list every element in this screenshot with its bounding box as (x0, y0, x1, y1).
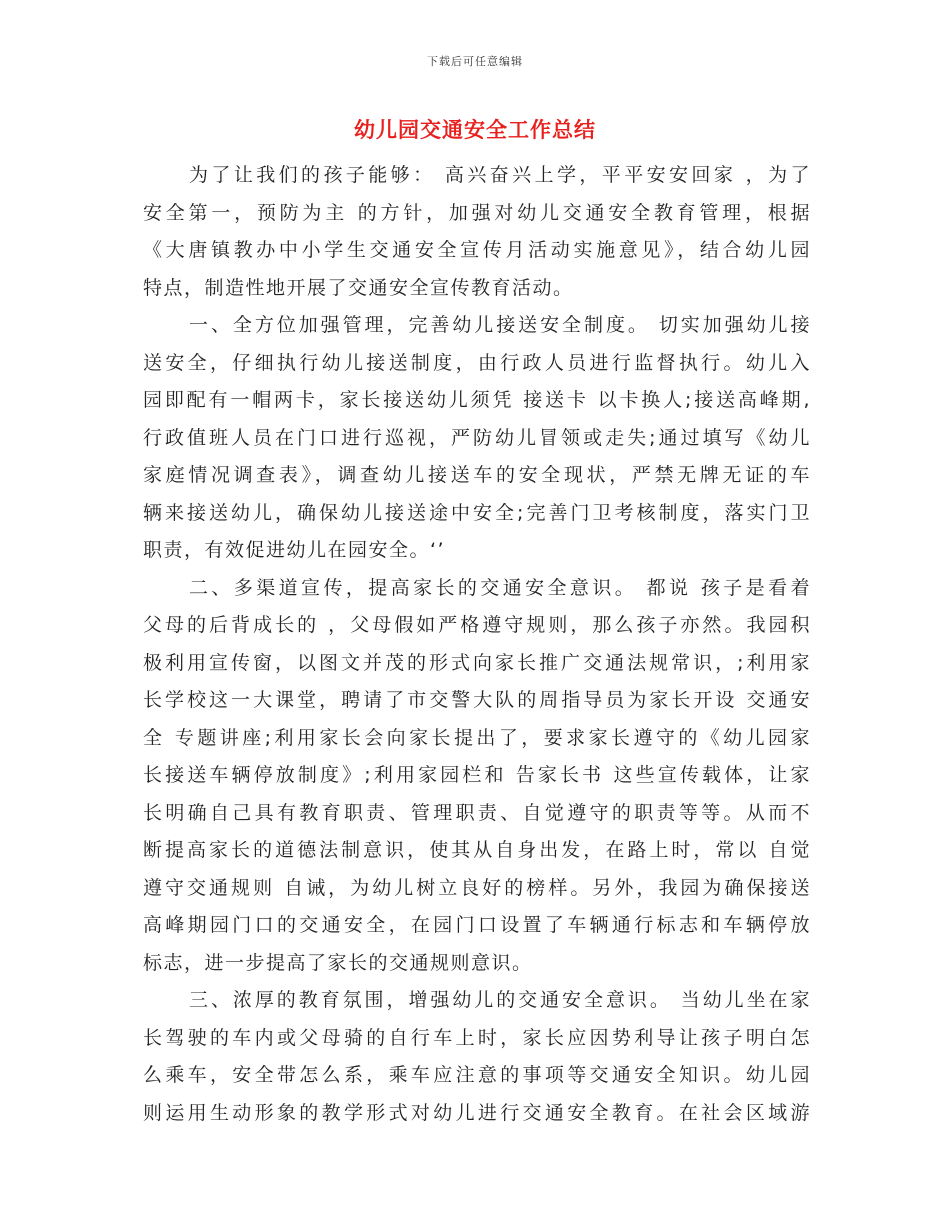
text-line: 特点，制造性地开展了交通安全宣传教育活动。 (143, 276, 574, 299)
text-line: 父母的后背成长的 ，父母假如严格遵守规则，那么孩子亦然。我园积 (143, 614, 811, 636)
text-line: 职责，有效促进幼儿在园安全。‘’ (143, 539, 446, 561)
text-line: 高峰期园门口的交通安全，在园门口设置了车辆通行标志和车辆停放 (143, 914, 811, 936)
text-line: 送安全，仔细执行幼儿接送制度，由行政人员进行监督执行。幼儿入 (143, 351, 811, 374)
text-line: 全 专题讲座;利用家长会向家长提出了，要求家长遵守的《幼儿园家 (143, 726, 811, 749)
text-line: 遵守交通规则 自诫，为幼儿树立良好的榜样。另外，我园为确保接送 (143, 876, 811, 899)
text-line: 三、浓厚的教育氛围，增强幼儿的交通安全意识。 当幼儿坐在家 (189, 989, 811, 1011)
text-line: 二、多渠道宣传，提高家长的交通安全意识。 都说 孩子是看着 (189, 576, 811, 599)
text-line: 长驾驶的车内或父母骑的自行车上时，家长应因势利导让孩子明白怎 (143, 1026, 811, 1049)
text-line: 则运用生动形象的教学形式对幼儿进行交通安全教育。在社会区域游 (143, 1101, 811, 1124)
text-line: 标志，进一步提高了家长的交通规则意识。 (143, 951, 533, 974)
text-line: 断提高家长的道德法制意识，使其从自身出发，在路上时，常以 自觉 (143, 839, 811, 861)
text-line: 为了让我们的孩子能够： 高兴奋兴上学，平平安安回家 ，为了 (189, 164, 811, 186)
text-line: 《大唐镇教办中小学生交通安全宣传月活动实施意见》，结合幼儿园 (143, 239, 811, 261)
text-line: 园即配有一帽两卡，家长接送幼儿须凭 接送卡 以卡换人;接送高峰期, (143, 389, 811, 411)
text-line: 一、全方位加强管理，完善幼儿接送安全制度。 切实加强幼儿接 (189, 314, 811, 336)
text-line: 安全第一，预防为主 的方针，加强对幼儿交通安全教育管理，根据 (143, 201, 811, 224)
text-line: 行政值班人员在门口进行巡视，严防幼儿冒领或走失;通过填写《幼儿 (143, 426, 811, 449)
text-line: 家庭情况调查表》，调查幼儿接送车的安全现状，严禁无牌无证的车 (143, 464, 811, 486)
body-text (143, 157, 811, 1132)
text-line: 长学校这一大课堂，聘请了市交警大队的周指导员为家长开设 交通安 (143, 689, 811, 711)
document-title: 幼儿园交通安全工作总结 (354, 118, 596, 142)
text-line: 长接送车辆停放制度》;利用家园栏和 告家长书 这些宣传载体，让家 (143, 764, 811, 786)
header-note: 下载后可任意编辑 (427, 55, 523, 68)
text-line: 么乘车，安全带怎么系，乘车应注意的事项等交通安全知识。幼儿园 (143, 1064, 811, 1086)
text-line: 长明确自己具有教育职责、管理职责、自觉遵守的职责等等。从而不 (143, 801, 811, 824)
text-line: 辆来接送幼儿，确保幼儿接送途中安全;完善门卫考核制度，落实门卫 (143, 501, 811, 524)
text-line: 极利用宣传窗，以图文并茂的形式向家长推广交通法规常识，;利用家 (143, 651, 811, 674)
